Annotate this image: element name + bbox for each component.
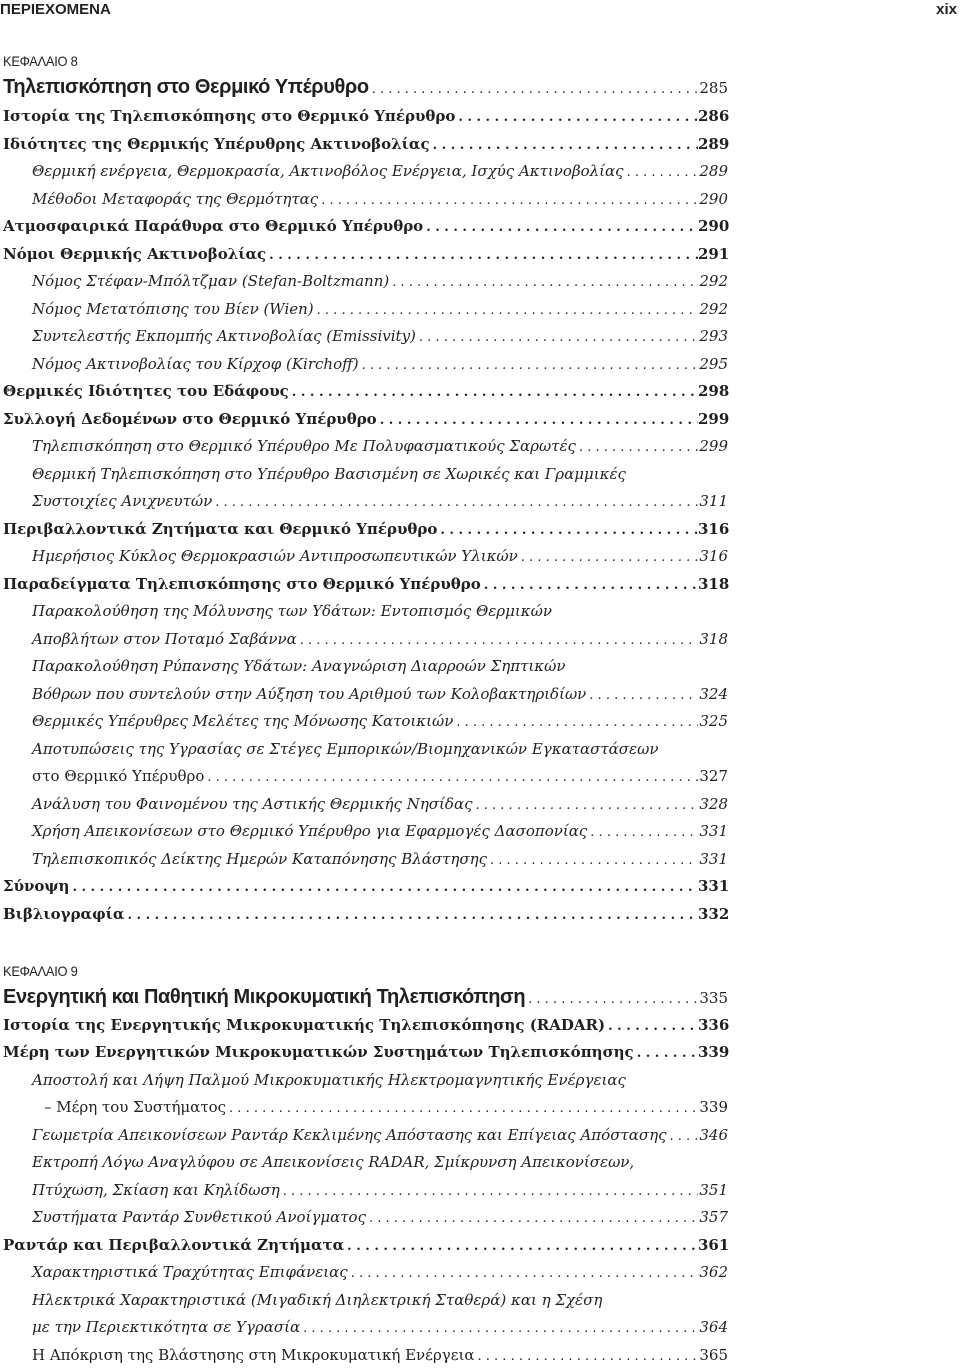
- toc-entry-chapter-title[interactable]: Ενεργητική και Παθητική Μικροκυματική Τηλεπισκόπηση . . . 335: [3, 985, 728, 1009]
- toc-entry[interactable]: Περιβαλλοντικά Ζητήματα και Θερμικό Υπέρυθρο . . . 316: [3, 517, 728, 541]
- toc-subentry[interactable]: στο Θερμικό Υπέρυθρο . . . 327: [32, 764, 728, 788]
- toc-subentry[interactable]: Νόμος Ακτινοβολίας του Κίρχοφ (Kirchoff) . . . 295: [32, 352, 728, 376]
- toc-subentry[interactable]: Αποβλήτων στον Ποταμό Σαβάννα . . . 318: [32, 627, 728, 651]
- toc-subentry-lead: Αποτυπώσεις της Υγρασίας σε Στέγες Εμπορικών/Βιομηχανικών Εγκαταστάσεων: [32, 740, 659, 758]
- toc-subentry[interactable]: Τηλεπισκόπηση στο Θερμικό Υπέρυθρο Με Πολυφασματικούς Σαρωτές . . . 299: [32, 434, 728, 458]
- toc-subentry-lead: Ηλεκτρικά Χαρακτηριστικά (Μιγαδική Διηλεκτρική Σταθερά) και η Σχέση: [32, 1291, 603, 1309]
- page-number: xix: [936, 1, 957, 18]
- toc-subentry[interactable]: Χαρακτηριστικά Τραχύτητας Επιφάνειας . . . 362: [32, 1260, 728, 1284]
- toc-subentry[interactable]: Ανάλυση του Φαινομένου της Αστικής Θερμικής Νησίδας . . . 328: [32, 792, 728, 816]
- toc-subentry-lead: Εκτροπή Λόγω Αναγλύφου σε Απεικονίσεις RADAR, Σμίκρυνση Απεικονίσεων,: [32, 1153, 635, 1171]
- toc-subentry[interactable]: Πτύχωση, Σκίαση και Κηλίδωση . . . 351: [32, 1178, 728, 1202]
- toc-subentry-lead: Αποστολή και Λήψη Παλμού Μικροκυματικής Ηλεκτρομαγνητικής Ενέργειας: [32, 1071, 626, 1089]
- toc-subentry[interactable]: με την Περιεκτικότητα σε Υγρασία . . . 364: [32, 1315, 728, 1339]
- toc-entry[interactable]: Ιστορία της Τηλεπισκόπησης στο Θερμικό Υπέρυθρο . . . 286: [3, 104, 728, 128]
- toc-entry[interactable]: Μέρη των Ενεργητικών Μικροκυματικών Συστημάτων Τηλεπισκόπησης . . . 339: [3, 1040, 728, 1064]
- toc-subentry[interactable]: Η Απόκριση της Βλάστησης στη Μικροκυματική Ενέργεια . . . 365: [32, 1343, 728, 1367]
- toc-subentry-lead: Θερμική Τηλεπισκόπηση στο Υπέρυθρο Βασισμένη σε Χωρικές και Γραμμικές: [32, 465, 626, 483]
- toc-subentry[interactable]: Θερμική ενέργεια, Θερμοκρασία, Ακτινοβόλος Ενέργεια, Ισχύς Ακτινοβολίας . . . 289: [32, 159, 728, 183]
- toc-subentry[interactable]: Νόμος Μετατόπισης του Βίεν (Wien) . . . 292: [32, 297, 728, 321]
- section-title: ΠΕΡΙΕΧΟΜΕΝΑ: [0, 1, 111, 18]
- running-header: [0, 0, 960, 20]
- toc-subentry[interactable]: Γεωμετρία Απεικονίσεων Ραντάρ Κεκλιμένης Απόστασης και Επίγειας Απόστασης . . . 346: [32, 1123, 728, 1147]
- toc-subentry[interactable]: Χρήση Απεικονίσεων στο Θερμικό Υπέρυθρο για Εφαρμογές Δασοπονίας . . . 331: [32, 819, 728, 843]
- toc-entry[interactable]: Βιβλιογραφία . . . 332: [3, 902, 728, 926]
- toc-entry[interactable]: Νόμοι Θερμικής Ακτινοβολίας . . . 291: [3, 242, 728, 266]
- toc-subentry[interactable]: Ημερήσιος Κύκλος Θερμοκρασιών Αντιπροσωπευτικών Υλικών . . . 316: [32, 544, 728, 568]
- toc-subentry[interactable]: Συστήματα Ραντάρ Συνθετικού Ανοίγματος . . . 357: [32, 1205, 728, 1229]
- toc-entry[interactable]: Συλλογή Δεδομένων στο Θερμικό Υπέρυθρο . . . 299: [3, 407, 728, 431]
- toc-entry-chapter-title[interactable]: Τηλεπισκόπηση στο Θερμικό Υπέρυθρο . . . 285: [3, 75, 728, 99]
- chapter-label: ΚΕΦΑΛΑΙΟ 8: [3, 53, 78, 69]
- toc-subentry[interactable]: Συντελεστής Εκπομπής Ακτινοβολίας (Emissivity) . . . 293: [32, 324, 728, 348]
- toc-subentry[interactable]: Τηλεπισκοπικός Δείκτης Ημερών Καταπόνησης Βλάστησης . . . 331: [32, 847, 728, 871]
- toc-entry[interactable]: Ραντάρ και Περιβαλλοντικά Ζητήματα . . . 361: [3, 1233, 728, 1257]
- toc-entry[interactable]: Παραδείγματα Τηλεπισκόπησης στο Θερμικό Υπέρυθρο . . . 318: [3, 572, 728, 596]
- toc-entry[interactable]: Θερμικές Ιδιότητες του Εδάφους . . . 298: [3, 379, 728, 403]
- toc-subentry[interactable]: Μέθοδοι Μεταφοράς της Θερμότητας . . . 290: [32, 187, 728, 211]
- toc-subentry[interactable]: Θερμικές Υπέρυθρες Μελέτες της Μόνωσης Κατοικιών . . . 325: [32, 709, 728, 733]
- chapter-label: ΚΕΦΑΛΑΙΟ 9: [3, 963, 78, 979]
- toc-subentry[interactable]: – Μέρη του Συστήματος . . . 339: [44, 1095, 728, 1119]
- toc-subentry-lead: Παρακολούθηση Ρύπανσης Υδάτων: Αναγνώριση Διαρροών Σηπτικών: [32, 657, 566, 675]
- toc-entry[interactable]: Ιστορία της Ενεργητικής Μικροκυματικής Τηλεπισκόπησης (RADAR) . . . 336: [3, 1013, 728, 1037]
- toc-entry[interactable]: Ιδιότητες της Θερμικής Υπέρυθρης Ακτινοβολίας . . . 289: [3, 132, 728, 156]
- toc-subentry[interactable]: Βόθρων που συντελούν στην Αύξηση του Αριθμού των Κολοβακτηριδίων . . . 324: [32, 682, 728, 706]
- toc-subentry-lead: Παρακολούθηση της Μόλυνσης των Υδάτων: Εντοπισμός Θερμικών: [32, 602, 552, 620]
- toc-subentry[interactable]: Συστοιχίες Ανιχνευτών . . . 311: [32, 489, 728, 513]
- toc-entry[interactable]: Ατμοσφαιρικά Παράθυρα στο Θερμικό Υπέρυθρο . . . 290: [3, 214, 728, 238]
- toc-subentry[interactable]: Νόμος Στέφαν-Μπόλτζμαν (Stefan-Boltzmann) . . . 292: [32, 269, 728, 293]
- toc-entry[interactable]: Σύνοψη . . . 331: [3, 874, 728, 898]
